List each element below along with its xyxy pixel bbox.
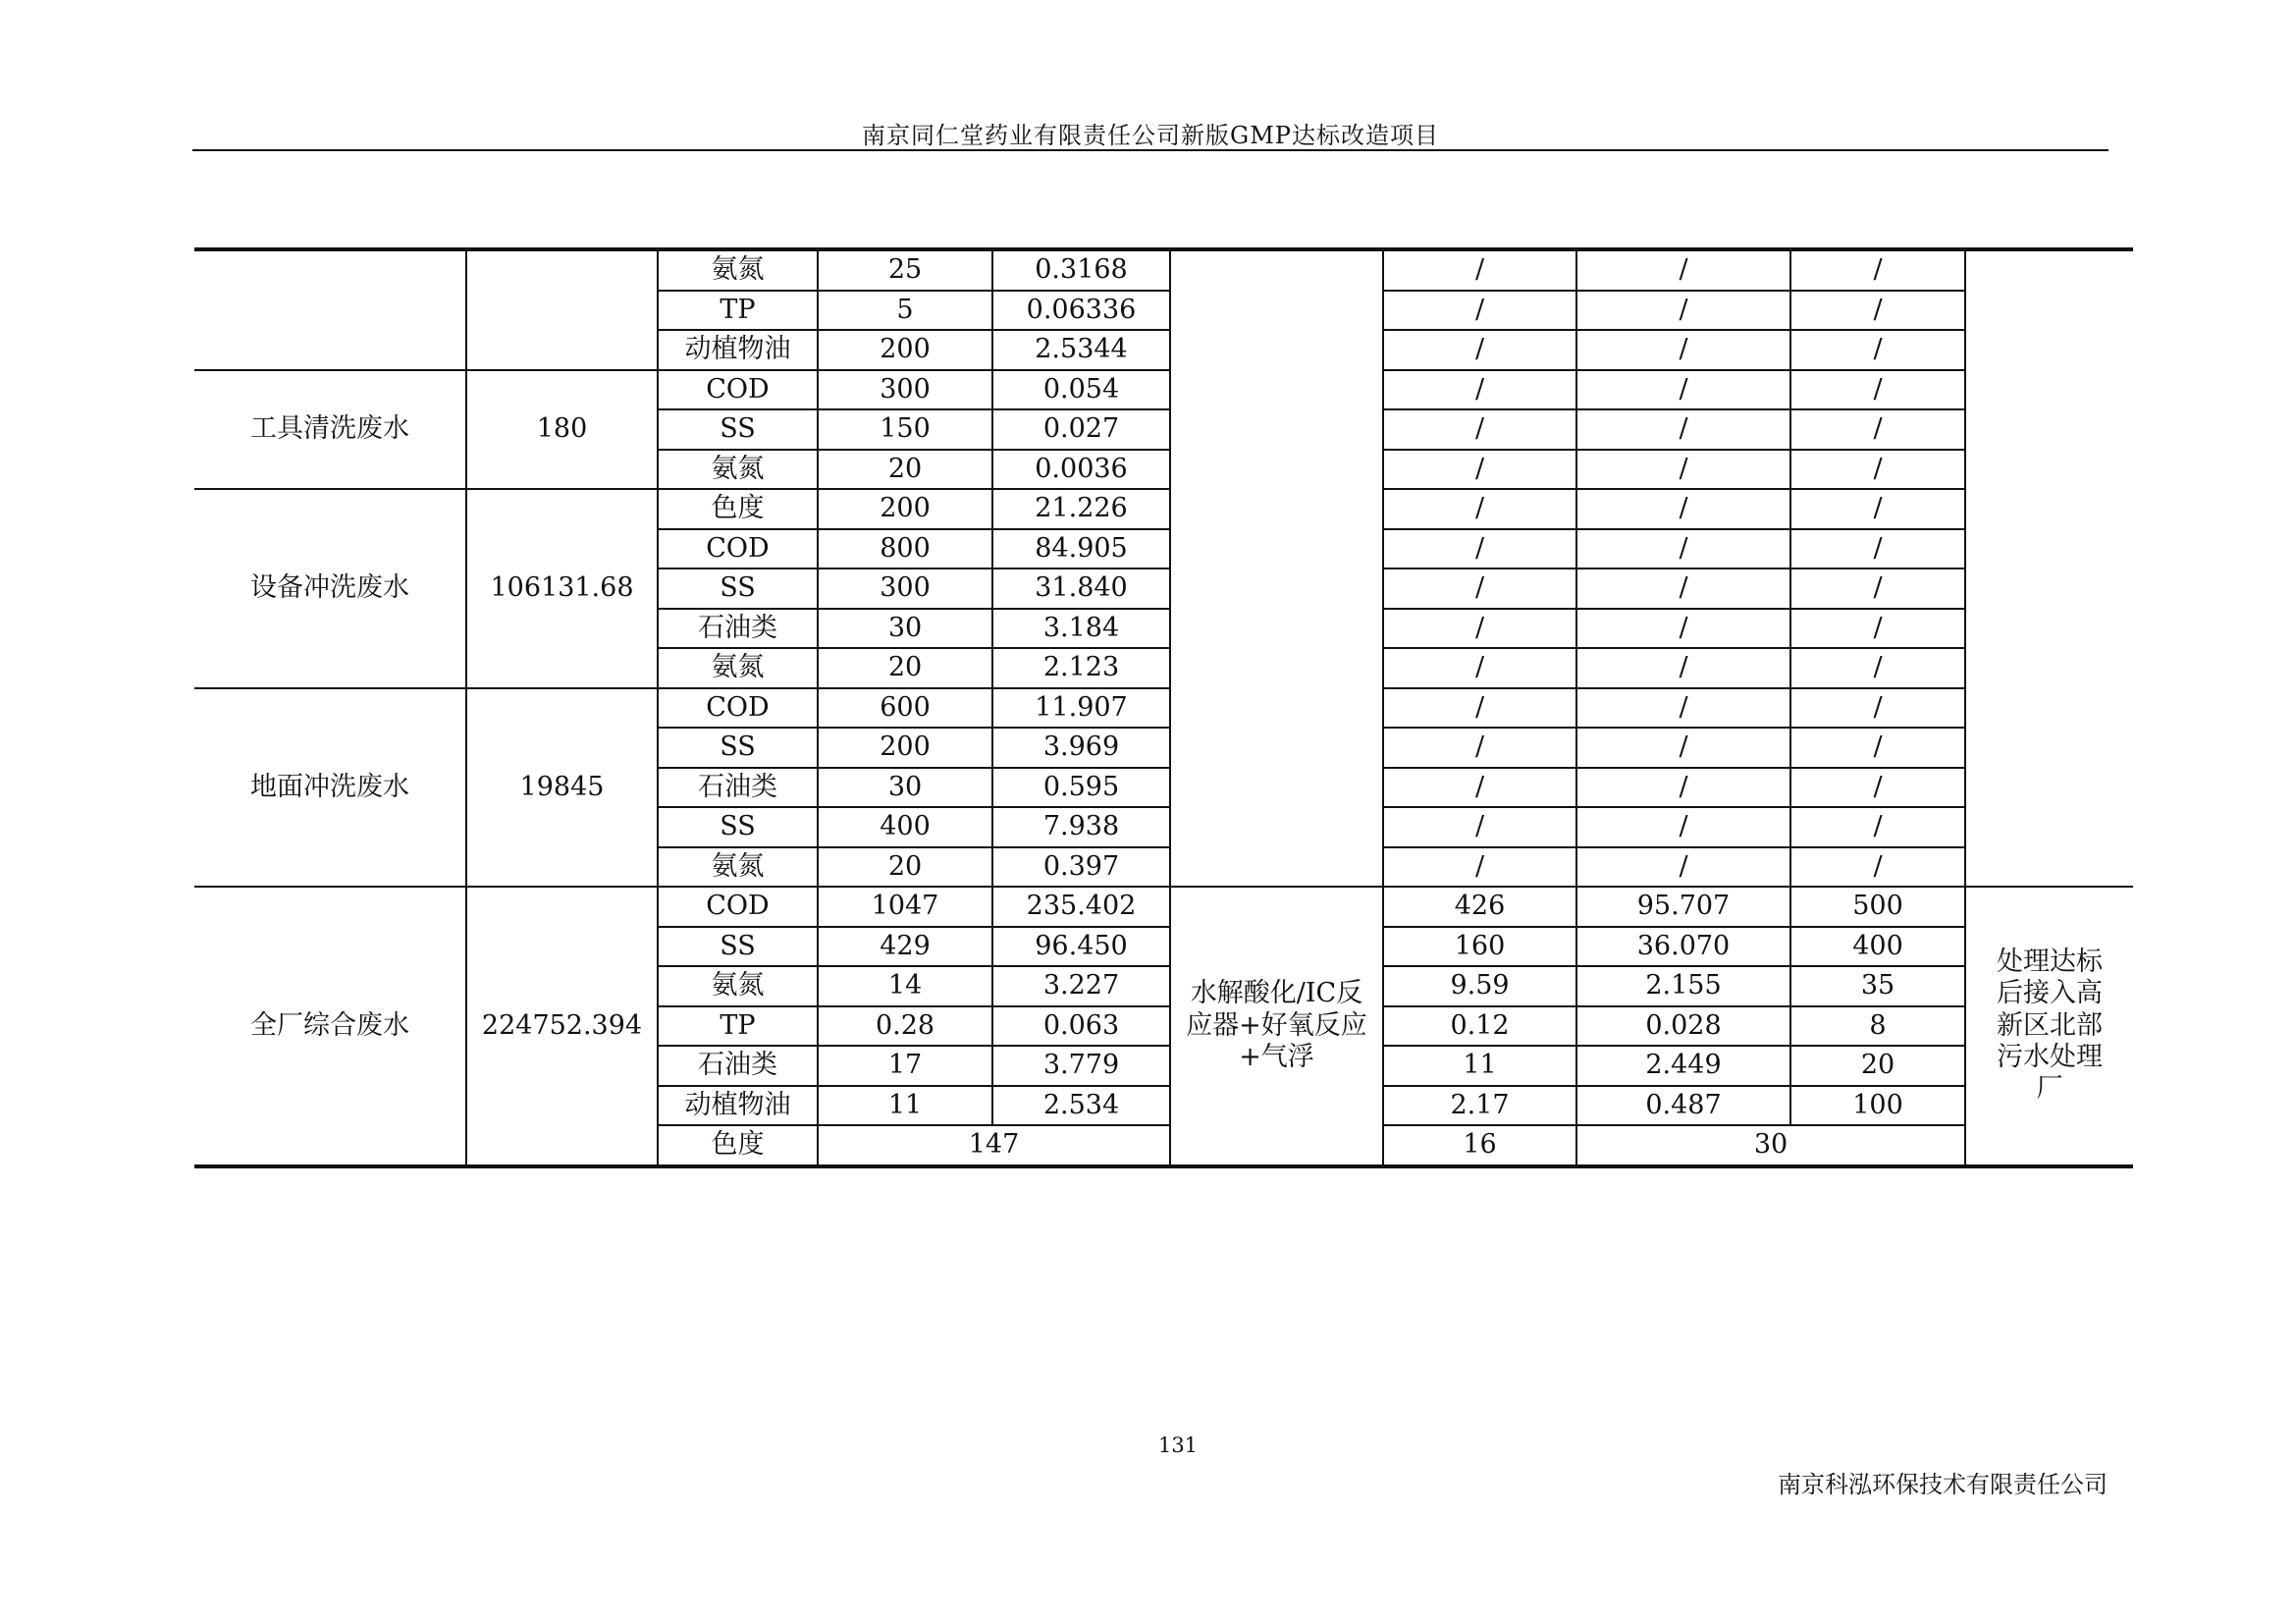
conc-cell: 0.28 [818, 1006, 992, 1047]
pollutant-cell: 石油类 [658, 609, 818, 649]
out-load-cell: / [1576, 249, 1790, 291]
wastewater-table [194, 247, 2133, 1168]
table-row [194, 370, 2133, 410]
load-cell: 3.969 [992, 728, 1170, 768]
out-conc-cell: / [1383, 728, 1576, 768]
pollutant-cell: COD [658, 688, 818, 729]
pollutant-cell: 石油类 [658, 768, 818, 808]
out-load-cell: 36.070 [1576, 927, 1790, 967]
out-load-cell: 95.707 [1576, 887, 1790, 927]
out-load-cell: / [1576, 568, 1790, 609]
load-cell: 0.06336 [992, 291, 1170, 331]
conc-merged-cell: 147 [818, 1125, 1170, 1166]
table-row [194, 887, 2133, 927]
out-load-cell: / [1576, 450, 1790, 490]
std-cell: / [1790, 648, 1965, 688]
conc-cell: 30 [818, 768, 992, 808]
source-name-cell [194, 249, 466, 370]
std-cell: / [1790, 291, 1965, 331]
load-cell: 0.063 [992, 1006, 1170, 1047]
destination-cell-empty [1965, 249, 2133, 887]
conc-cell: 5 [818, 291, 992, 331]
load-cell: 11.907 [992, 688, 1170, 729]
conc-cell: 25 [818, 249, 992, 291]
out-conc-cell: / [1383, 249, 1576, 291]
conc-cell: 429 [818, 927, 992, 967]
pollutant-cell: 氨氮 [658, 648, 818, 688]
conc-cell: 20 [818, 450, 992, 490]
std-cell: / [1790, 807, 1965, 847]
std-cell: 35 [1790, 966, 1965, 1006]
conc-cell: 300 [818, 370, 992, 410]
conc-cell: 17 [818, 1046, 992, 1086]
std-cell: / [1790, 568, 1965, 609]
load-cell: 2.123 [992, 648, 1170, 688]
conc-cell: 11 [818, 1086, 992, 1126]
out-load-cell: / [1576, 609, 1790, 649]
conc-cell: 200 [818, 489, 992, 529]
out-conc-cell: 11 [1383, 1046, 1576, 1086]
conc-cell: 14 [818, 966, 992, 1006]
out-conc-cell: / [1383, 291, 1576, 331]
std-cell: / [1790, 370, 1965, 410]
load-cell: 84.905 [992, 529, 1170, 569]
out-conc-cell: / [1383, 489, 1576, 529]
std-cell: / [1790, 609, 1965, 649]
volume-cell: 224752.394 [466, 887, 658, 1166]
load-cell: 3.779 [992, 1046, 1170, 1086]
pollutant-cell: COD [658, 887, 818, 927]
out-load-cell: / [1576, 807, 1790, 847]
out-load-cell: / [1576, 648, 1790, 688]
out-load-cell: / [1576, 529, 1790, 569]
out-conc-cell: 16 [1383, 1125, 1576, 1166]
out-load-cell: 2.155 [1576, 966, 1790, 1006]
pollutant-cell: TP [658, 1006, 818, 1047]
pollutant-cell: 氨氮 [658, 847, 818, 888]
conc-cell: 400 [818, 807, 992, 847]
conc-cell: 150 [818, 409, 992, 450]
std-cell: / [1790, 728, 1965, 768]
out-conc-cell: 0.12 [1383, 1006, 1576, 1047]
load-cell: 0.3168 [992, 249, 1170, 291]
std-cell: 20 [1790, 1046, 1965, 1086]
std-cell: 500 [1790, 887, 1965, 927]
std-cell: 8 [1790, 1006, 1965, 1047]
std-cell: / [1790, 768, 1965, 808]
header-rule [192, 149, 2109, 151]
conc-cell: 800 [818, 529, 992, 569]
out-conc-cell: 9.59 [1383, 966, 1576, 1006]
source-name-cell: 工具清洗废水 [194, 370, 466, 490]
load-cell: 0.054 [992, 370, 1170, 410]
std-cell: / [1790, 688, 1965, 729]
table-row [194, 688, 2133, 729]
out-load-cell: / [1576, 768, 1790, 808]
pollutant-cell: SS [658, 409, 818, 450]
out-load-cell: / [1576, 409, 1790, 450]
conc-cell: 20 [818, 847, 992, 888]
volume-cell [466, 249, 658, 370]
source-name-cell: 地面冲洗废水 [194, 688, 466, 888]
conc-cell: 20 [818, 648, 992, 688]
pollutant-cell: COD [658, 370, 818, 410]
pollutant-cell: 石油类 [658, 1046, 818, 1086]
load-cell: 0.0036 [992, 450, 1170, 490]
load-cell: 96.450 [992, 927, 1170, 967]
load-cell: 0.397 [992, 847, 1170, 888]
std-cell: / [1790, 330, 1965, 370]
out-load-cell: 2.449 [1576, 1046, 1790, 1086]
load-cell: 2.5344 [992, 330, 1170, 370]
table-row [194, 489, 2133, 529]
out-conc-cell: / [1383, 688, 1576, 729]
load-cell: 0.027 [992, 409, 1170, 450]
volume-cell: 106131.68 [466, 489, 658, 688]
out-conc-cell: / [1383, 609, 1576, 649]
out-load-cell: / [1576, 847, 1790, 888]
out-conc-cell: / [1383, 409, 1576, 450]
pollutant-cell: SS [658, 728, 818, 768]
out-load-cell: / [1576, 370, 1790, 410]
load-cell: 7.938 [992, 807, 1170, 847]
out-load-cell: / [1576, 489, 1790, 529]
out-load-cell: / [1576, 728, 1790, 768]
page-number: 131 [1157, 1434, 1199, 1457]
destination-cell: 处理达标后接入高新区北部污水处理厂 [1965, 887, 2133, 1166]
conc-cell: 1047 [818, 887, 992, 927]
pollutant-cell: 色度 [658, 489, 818, 529]
source-name-cell: 全厂综合废水 [194, 887, 466, 1166]
out-load-cell: / [1576, 688, 1790, 729]
out-conc-cell: / [1383, 648, 1576, 688]
conc-cell: 200 [818, 330, 992, 370]
out-conc-cell: / [1383, 370, 1576, 410]
out-load-cell: / [1576, 330, 1790, 370]
out-conc-cell: 426 [1383, 887, 1576, 927]
out-conc-cell: / [1383, 330, 1576, 370]
pollutant-cell: 氨氮 [658, 249, 818, 291]
pollutant-cell: SS [658, 807, 818, 847]
out-conc-cell: / [1383, 807, 1576, 847]
pollutant-cell: 色度 [658, 1125, 818, 1166]
load-cell: 3.184 [992, 609, 1170, 649]
out-conc-cell: / [1383, 529, 1576, 569]
volume-cell: 19845 [466, 688, 658, 888]
load-cell: 235.402 [992, 887, 1170, 927]
conc-cell: 600 [818, 688, 992, 729]
pollutant-cell: 动植物油 [658, 330, 818, 370]
page-header-title: 南京同仁堂药业有限责任公司新版GMP达标改造项目 [862, 122, 1439, 149]
table-row [194, 249, 2133, 291]
std-cell: / [1790, 529, 1965, 569]
conc-cell: 30 [818, 609, 992, 649]
pollutant-cell: TP [658, 291, 818, 331]
std-cell: / [1790, 450, 1965, 490]
std-cell: / [1790, 249, 1965, 291]
std-cell: / [1790, 409, 1965, 450]
out-load-cell: 0.487 [1576, 1086, 1790, 1126]
source-name-cell: 设备冲洗废水 [194, 489, 466, 688]
load-cell: 21.226 [992, 489, 1170, 529]
load-cell: 2.534 [992, 1086, 1170, 1126]
out-conc-cell: 2.17 [1383, 1086, 1576, 1126]
out-conc-cell: / [1383, 568, 1576, 609]
out-conc-cell: / [1383, 450, 1576, 490]
out-conc-cell: 160 [1383, 927, 1576, 967]
std-merged-cell: 30 [1576, 1125, 1965, 1166]
conc-cell: 300 [818, 568, 992, 609]
load-cell: 3.227 [992, 966, 1170, 1006]
volume-cell: 180 [466, 370, 658, 490]
treatment-method-cell: 水解酸化/IC反应器+好氧反应+气浮 [1170, 887, 1383, 1166]
pollutant-cell: 氨氮 [658, 450, 818, 490]
std-cell: 100 [1790, 1086, 1965, 1126]
pollutant-cell: SS [658, 927, 818, 967]
std-cell: 400 [1790, 927, 1965, 967]
std-cell: / [1790, 847, 1965, 888]
load-cell: 31.840 [992, 568, 1170, 609]
footer-company: 南京科泓环保技术有限责任公司 [1778, 1471, 2108, 1498]
pollutant-cell: SS [658, 568, 818, 609]
load-cell: 0.595 [992, 768, 1170, 808]
out-load-cell: 0.028 [1576, 1006, 1790, 1047]
out-load-cell: / [1576, 291, 1790, 331]
pollutant-cell: 动植物油 [658, 1086, 818, 1126]
std-cell: / [1790, 489, 1965, 529]
conc-cell: 200 [818, 728, 992, 768]
treatment-cell-empty [1170, 249, 1383, 887]
pollutant-cell: COD [658, 529, 818, 569]
out-conc-cell: / [1383, 768, 1576, 808]
out-conc-cell: / [1383, 847, 1576, 888]
pollutant-cell: 氨氮 [658, 966, 818, 1006]
